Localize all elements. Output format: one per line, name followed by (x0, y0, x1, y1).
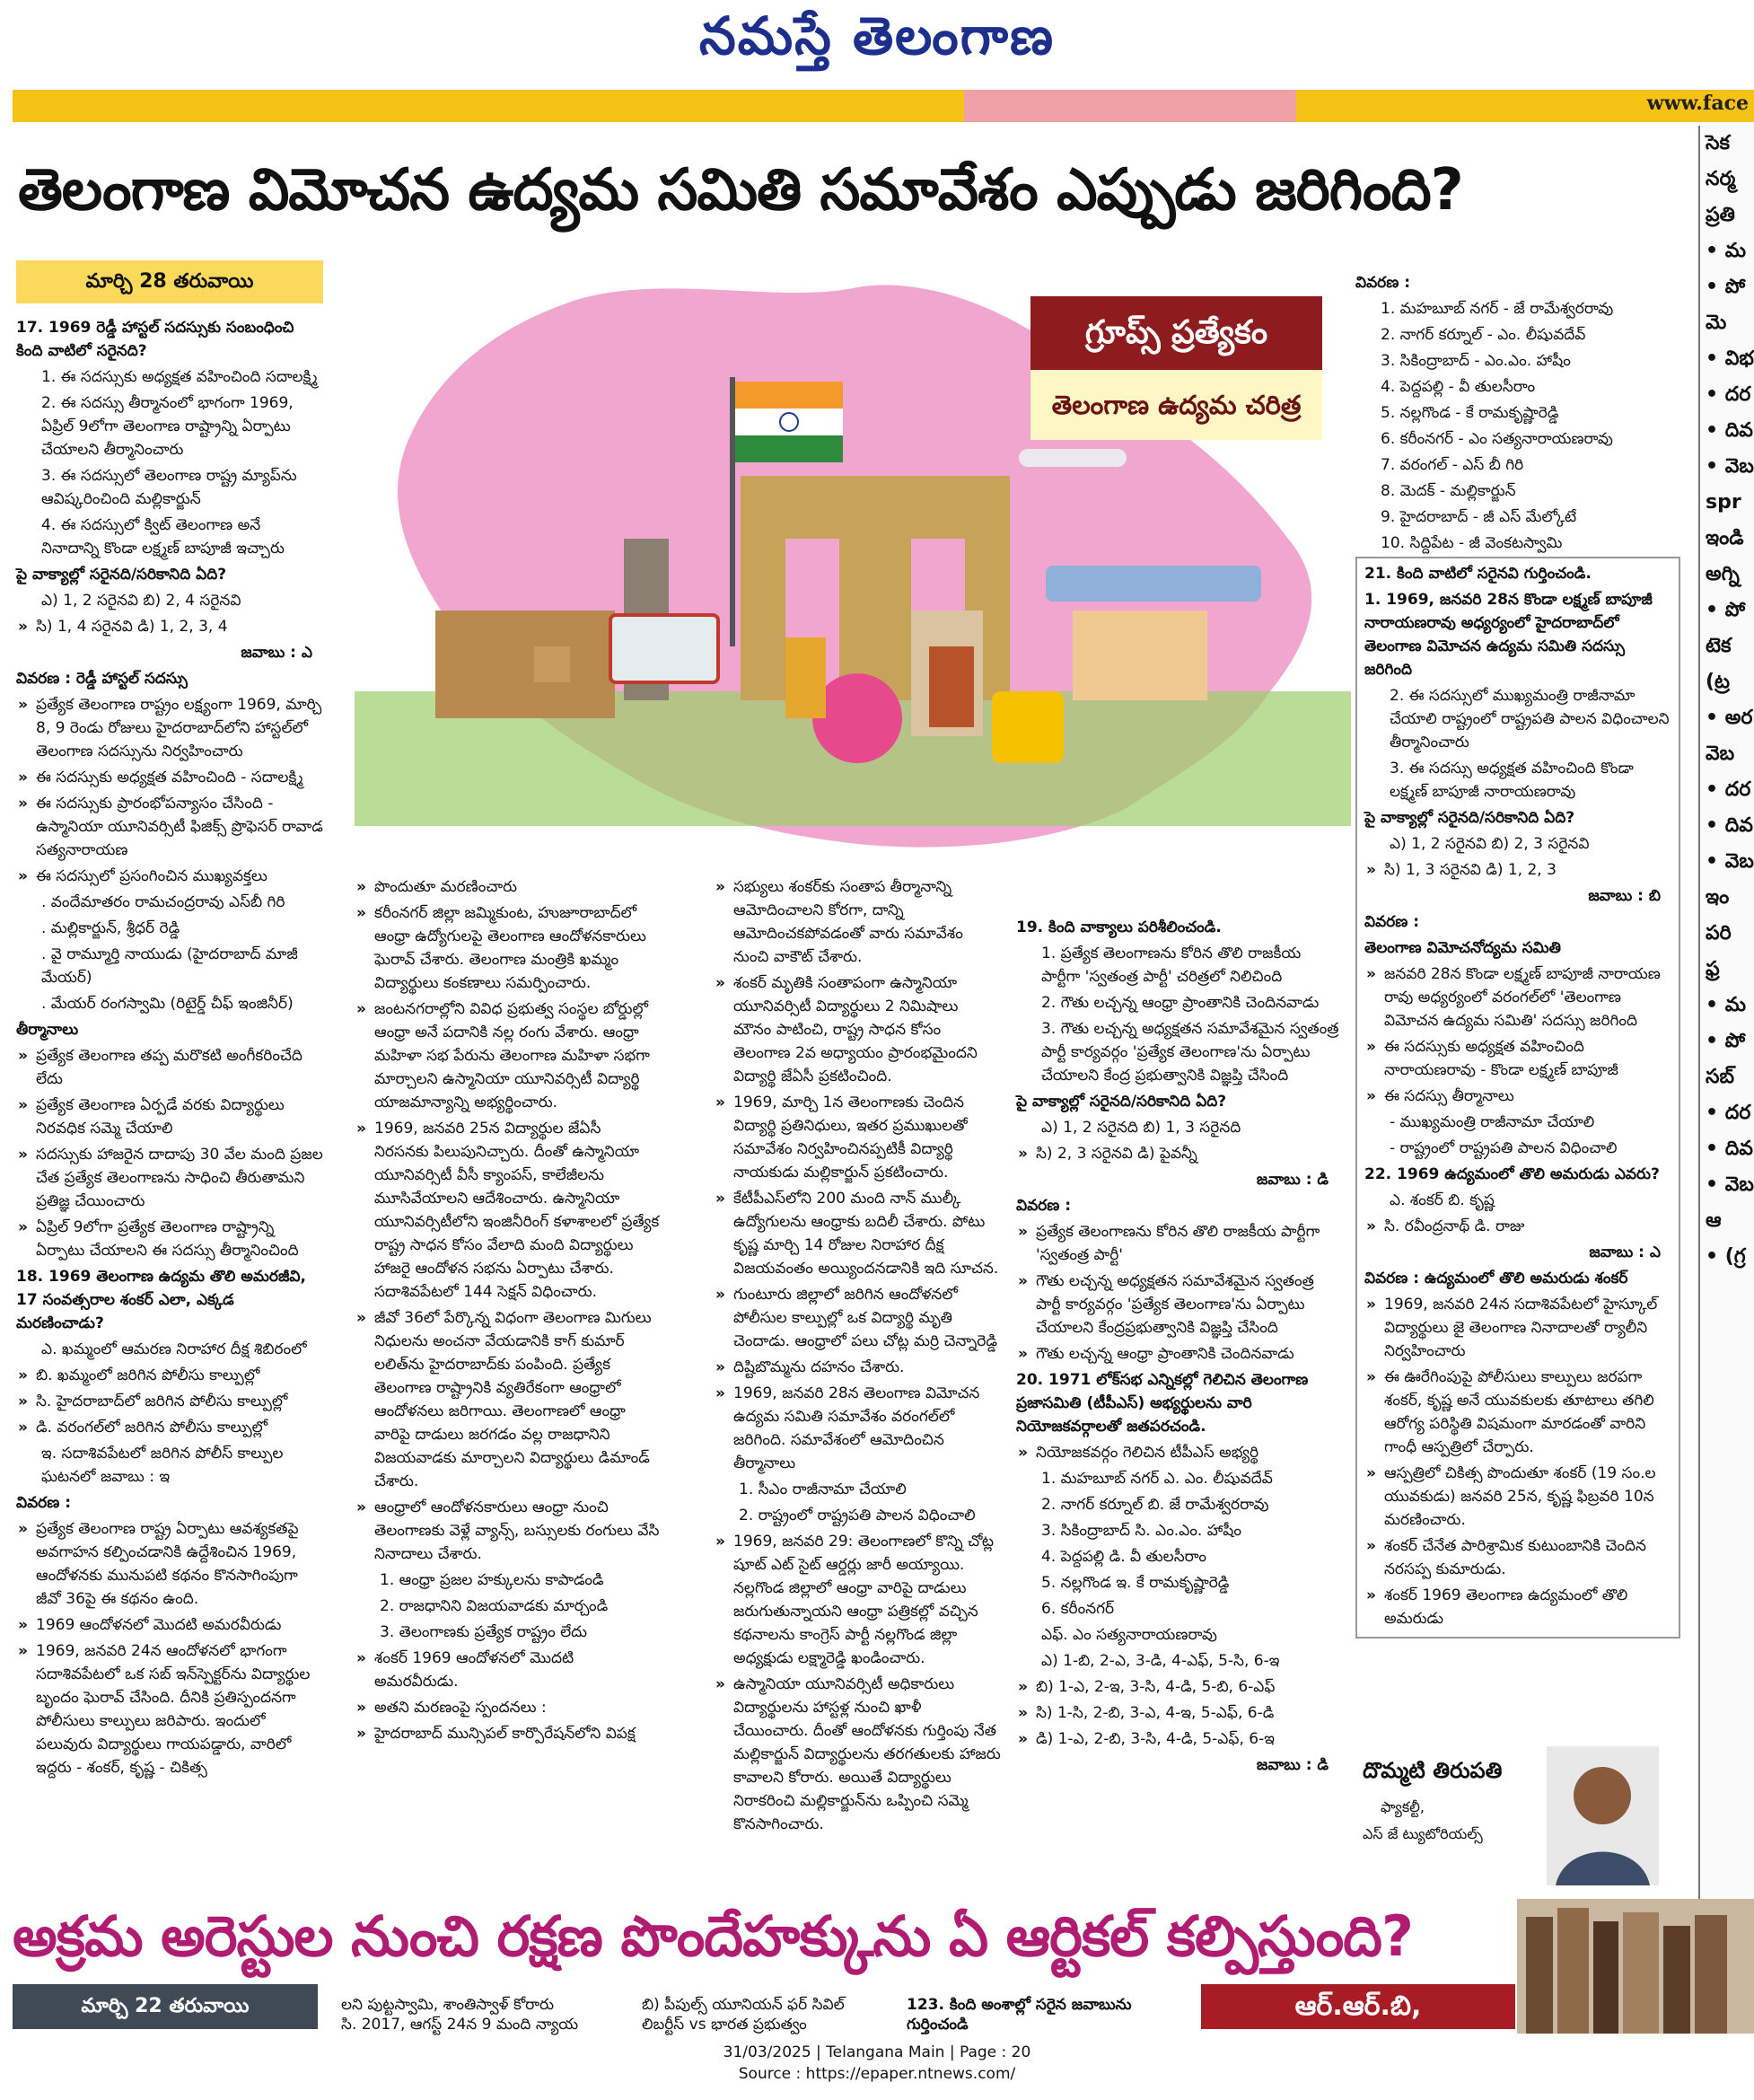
movement-history-badge: తెలంగాణ ఉద్యమ చరిత్ర (1030, 370, 1322, 440)
col4-line: » గౌతు లచ్చన్న అధ్యక్షతన సమావేశమైన స్వతంత్ర పార్టీ కార్యవర్గం 'ప్రత్యేక తెలంగాణ'ను ఏర్పాటు చేయాలని కేంద్రప్రభుత్వానికి విజ్ఞప్తి చేసింది (1016, 1270, 1339, 1340)
right-strip-fragment: • మ (1706, 240, 1746, 262)
col1-line: » ప్రత్యేక తెలంగాణ తప్ప మరొకటి అంగీకరించేది లేదు (16, 1044, 323, 1091)
airplane (1019, 449, 1127, 467)
col4-line: 1. మహబూబ్ నగర్ ఎ. ఎం. లీషువదేవ్ (1041, 1470, 1273, 1488)
col1-line: » బి. ఖమ్మంలో జరిగిన పోలీసు కాల్పుల్లో (16, 1364, 323, 1387)
right-strip-fragment: వెబ (1706, 742, 1735, 765)
flag-pole (730, 377, 735, 646)
col5-box-line: ఎ. శంకర్ బి. కృష్ణ (1390, 1191, 1495, 1209)
right-strip-fragment: • మ (1706, 994, 1746, 1016)
right-strip-fragment: • పో (1706, 276, 1746, 298)
col5-top-line: 6. కరీంనగర్ - ఎం సత్యనారాయణరావు (1381, 430, 1613, 448)
col5-box-line: ఎ) 1, 2 సరైనవి బి) 2, 3 సరైనవి (1390, 835, 1590, 853)
col5-box-line: » సి. రవీంద్రనాథ్ డి. రాజు (1364, 1215, 1671, 1238)
col4-line: 4. పెద్దపల్లి డి. వీ తులసీరాం (1041, 1548, 1206, 1566)
rtc-bus (610, 615, 718, 682)
author-org: ఎస్ జే ట్యుటోరియల్స్ (1363, 1825, 1483, 1842)
flag-green (735, 435, 843, 462)
col5-box-line: » శంకర్ చేనేత పారిశ్రామిక కుటుంబానికి చెందిన నరసప్ప కుమారుడు. (1364, 1534, 1671, 1581)
col1-line: ఎ) 1, 2 సరైనవి బి) 2, 4 సరైనవి (41, 592, 241, 610)
col1-line: » ఈ సదస్సుకు అధ్యక్షత వహించింది - సదాలక్ష్మి (16, 766, 323, 789)
col5-top-line: 5. నల్లగొండ - కే రామకృష్ణారెడ్డి (1381, 404, 1559, 422)
col1-line: » ప్రత్యేక తెలంగాణ రాష్ట్రం లక్ష్యంగా 1969, మార్చి 8, 9 రెండు రోజులు హైదరాబాద్‌లోని హాస్టల్‌లో తెలంగాణ సదస్సును నిర్వహించారు (16, 693, 323, 763)
right-strip-fragment: ఇం (1706, 886, 1730, 909)
right-strip-fragment: • దివ (1706, 814, 1753, 837)
col4-line: 3. సికింద్రాబాద్ సి. ఎం.ఎం. హాషీం (1041, 1522, 1242, 1540)
author-role: ఫ్యాకల్టీ, (1381, 1798, 1425, 1815)
bottom-col-2 (341, 1995, 637, 2034)
col4-line: వివరణ : (1016, 1197, 1072, 1215)
right-strip-fragment: ఇండి (1706, 527, 1744, 549)
col3-line: » కేటీపీఎస్‌లోని 200 మంది నాన్ ముల్కీ ఉద్యోగులను ఆంధ్రాకు బదిలీ చేశారు. పోటు కృష్ణ మార్చి 14 రోజుల నిరాహార దీక్ష విజయవంతం అయ్యిందనడానికి ఇది సూచన. (714, 1187, 1001, 1280)
right-strip-fragment: సబ్ (1706, 1066, 1734, 1088)
bottom-col-3-text-b: లిబర్టీస్ vs భారత ప్రభుత్వం (642, 2016, 807, 2034)
right-strip-fragment: • దర (1706, 383, 1751, 406)
col4-line: 5. నల్లగొండ ఇ. కే రామకృష్ణారెడ్డి (1041, 1574, 1230, 1592)
col5-box-line: వివరణ : (1364, 913, 1420, 931)
footer-date-page: 31/03/2025 | Telangana Main | Page : 20 (723, 2043, 1031, 2061)
col4-line: ఎ) 1-బి, 2-ఎ, 3-డి, 4-ఎఫ్, 5-సి, 6-ఇ (1041, 1652, 1280, 1670)
page-footer (0, 2042, 1754, 2085)
bottom-col-4-text-b: గుర్తించండి (907, 2016, 969, 2034)
col5-box-line: » ఈ సదస్సుకు అధ్యక్షత వహించింది నారాయణరావు - కొండా లక్ష్మణ్ బాపూజీ (1364, 1035, 1671, 1082)
right-strip-fragment: సెక (1706, 132, 1730, 154)
col1-line: » ఏప్రిల్ 9లోగా ప్రత్యేక తెలంగాణ రాష్ట్రాన్ని ఏర్పాటు చేయాలని ఈ సదస్సు తీర్మానించింది (16, 1216, 323, 1262)
bottom-col-4-text: 123. కింది అంశాల్లో సరైన జవాబును (907, 1996, 1132, 2014)
col5-box-line: » జనవరి 28న కొండా లక్ష్మణ్ బాపూజీ నారాయణ రావు అధ్యర్యంలో వరంగల్‌లో 'తెలంగాణ విమోచన ఉద్యమ సమితి' సదస్సు జరిగింది (1364, 962, 1671, 1032)
right-strip-fragment: అగ్ని (1706, 563, 1740, 585)
col1-line: 4. ఈ సదస్సులో క్విట్ తెలంగాణ అనే నినాదాన్ని కొండా లక్ష్మణ్ బాపూజీ ఇచ్చారు (41, 516, 285, 558)
col1-line: 3. ఈ సదస్సులో తెలంగాణ రాష్ట్ర మ్యాప్‌ను ఆవిష్కరించింది మల్లికార్జున్ (41, 467, 297, 508)
col5-box-line: » ఈ సదస్సు తీర్మానాలు (1364, 1085, 1671, 1108)
col3-line: 1. సీఎం రాజీనామా చేయాలి (739, 1481, 907, 1498)
col5-box-line: » 1969, జనవరి 24న సదాశివపేటలో హైస్కూల్ విద్యార్థులు జై తెలంగాణ నినాదాలతో ర్యాలీని నిర్వహించారు (1364, 1293, 1671, 1363)
col5-box-line: వివరణ : ఉద్యమంలో తొలి అమరుడు శంకర్ (1364, 1270, 1628, 1287)
col1-line: పై వాక్యాల్లో సరైనది/సరికానిది ఏది? (16, 566, 227, 584)
bottom-continued-tag: మార్చి 22 తరువాయి (13, 1984, 318, 2029)
col1-line: జవాబు : ఎ (241, 644, 312, 662)
col3-line: » సభ్యులు శంకర్‌కు సంతాప తీర్మానాన్ని ఆమోదించాలని కోరగా, దాన్ని ఆమోదించకపోవడంతో వారు సమావేశం నుంచి వాకౌట్ చేశారు. (714, 875, 1001, 969)
col5-top-line: 8. మెదక్ - మల్లికార్జున్ (1381, 482, 1516, 500)
col4-line: 19. కింది వాక్యాలు పరిశీలించండి. (1016, 918, 1222, 936)
col5-box-line: పై వాక్యాల్లో సరైనది/సరికానిది ఏది? (1364, 809, 1575, 827)
col4-line: » గౌతు లచ్చన్న ఆంధ్రా ప్రాంతానికి చెందినవాడు (1016, 1342, 1339, 1366)
col5-top-line: వివరణ : (1355, 274, 1411, 292)
col3-line: 2. రాష్ట్రంలో రాష్ట్రపతి పాలన విధించాలి (739, 1507, 976, 1524)
right-strip-fragment: • వెబ (1706, 850, 1754, 873)
continued-tag: మార్చి 28 తరువాయి (16, 260, 323, 303)
col5-top-line: 2. నాగర్ కర్నూల్ - ఎం. లీషువదేవ్ (1381, 326, 1586, 344)
col5-top-line: 3. సికింద్రాబాద్ - ఎం.ఎం. హాషీం (1381, 352, 1571, 370)
col1-line: 17. 1969 రెడ్డీ హాస్టల్ సదస్సుకు సంబంధించి కింది వాటిలో సరైనది? (16, 319, 294, 360)
col1-line: ఎ. ఖమ్మంలో ఆమరణ నిరాహార దీక్ష శిబిరంలో (41, 1340, 307, 1358)
page-headline: తెలంగాణ విమోచన ఉద్యమ సమితి సమావేశం ఎప్పుడు జరిగింది? (18, 157, 1463, 224)
column-3 (714, 875, 1001, 1839)
right-strip-fragment: • (గ్ర (1706, 1245, 1746, 1268)
col5-box-line: 21. కింది వాటిలో సరైనవి గుర్తించండి. (1364, 565, 1592, 583)
top-color-bar (13, 90, 1754, 122)
bottom-col-2-text: లని పుట్టస్వామి, శాంతిస్వాళ్ కోరారు (341, 1996, 555, 2014)
col5-box-line: - ముఖ్యమంత్రి రాజీనామా చేయాలి (1390, 1113, 1595, 1131)
author-name: దొమ్మటి తిరుపతి (1363, 1758, 1503, 1783)
col5-box-line: తెలంగాణ విమోచనోద్యమ సమితి (1364, 939, 1561, 957)
bottom-col-3 (642, 1995, 911, 2034)
col2-line: » అతని మరణంపై స్పందనలు : (355, 1696, 660, 1719)
col1-line: » సదస్సుకు హాజరైన దాదాపు 30 వేల మంది ప్రజల చేత ప్రత్యేక తెలంగాణను సాధించి తీరుతామని ప్రతిజ్ఞ చేయించారు (16, 1143, 323, 1213)
col1-line: . వందేమాతరం రామచంద్రరావు ఎస్‌బీ గిరి (41, 893, 285, 911)
col1-line: 1. ఈ సదస్సుకు అధ్యక్షత వహించింది సదాలక్ష్మి (41, 368, 318, 386)
right-strip-fragment: (ట్ర (1706, 671, 1731, 693)
groups-special-badge: గ్రూప్స్ ప్రత్యేకం (1030, 296, 1322, 370)
col5-top-line: 7. వరంగల్ - ఎస్ బీ గిరి (1381, 456, 1524, 474)
right-strip-fragment: • దర (1706, 1102, 1751, 1124)
metro-train (1046, 566, 1261, 602)
col4-line: 2. నాగర్ కర్నూల్ బి. జే రామేశ్వరరావు (1041, 1496, 1269, 1514)
column-2 (355, 875, 660, 1748)
right-strip-fragment: • దివ (1706, 419, 1753, 442)
top-bar-pink-segment (964, 90, 1296, 122)
flag-saffron (735, 382, 843, 409)
deer (534, 646, 570, 682)
col3-line: » 1969, జనవరి 28న తెలంగాణ విమోచన ఉద్యమ సమితి సమావేశం వరంగల్‌లో జరిగింది. సమావేశంలో ఆమోదించిన తీర్మానాలు (714, 1382, 1001, 1475)
col2-line: » కరీంనగర్ జిల్లా జమ్మికుంట, హుజూరాబాద్‌లో ఆంధ్రా ఉద్యోగులపై తెలంగాణ ఆందోళనకారులు ఘెరావ్ చేశారు. తెలంగాణ మంత్రికి ఖమ్మం విద్యార్థులు కంకణాలు సమర్పించారు. (355, 901, 660, 995)
auto-rickshaw (992, 691, 1064, 763)
col5-box-line: - రాష్ట్రంలో రాష్ట్రపతి పాలన విధించాలి (1390, 1139, 1618, 1157)
col1-line: వివరణ : రెడ్డీ హాస్టల్ సదస్సు (16, 670, 188, 688)
col5-box-line: 2. ఈ సదస్సులో ముఖ్యమంత్రి రాజీనామా చేయాలి రాష్ట్రంలో రాష్ట్రపతి పాలన విధించాలని తీర్మానించారు (1390, 687, 1670, 751)
col3-line: » ఉస్మానియా యూనివర్సిటీ అధికారులు విద్యార్థులను హాస్టళ్ల నుంచి ఖాళీ చేయించారు. దీంతో ఆందోళనకు గుర్తింపు నేత మల్లికార్జున్ విద్యార్థులను తరగతులకు హాజరు కావాలని కోరారు. అయితే విద్యార్థులు నిరాకరించి మల్లికార్జున్‌ను ఒప్పించి సమ్మె కొనసాగించారు. (714, 1673, 1001, 1836)
col5-box-line: జవాబు : బి (1588, 887, 1661, 905)
col4-line: 2. గౌతు లచ్చన్న ఆంధ్రా ప్రాంతానికి చెందినవాడు (1041, 994, 1320, 1012)
right-strip-fragment: • పో (1706, 1030, 1746, 1052)
col5-top-line: 4. పెద్దపల్లి - వీ తులసీరాం (1381, 378, 1536, 396)
right-strip-fragment: spr (1706, 491, 1741, 514)
col2-line: 3. తెలంగాణకు ప్రత్యేక రాష్ట్రం లేదు (380, 1623, 588, 1641)
right-strip-fragment: టెక (1706, 635, 1732, 657)
col4-line: 1. ప్రత్యేక తెలంగాణను కోరిన తొలి రాజకీయ పార్టీగా 'స్వతంత్ర పార్టీ' చరిత్రలో నిలిచింది (1041, 945, 1302, 986)
col1-line: » డి. వరంగల్‌లో జరిగిన పోలీసు కాల్పుల్లో (16, 1416, 323, 1439)
bottom-col-2-text-b: సి. 2017, ఆగస్ట్ 24న 9 మంది న్యాయ (341, 2016, 579, 2034)
col2-line: 1. ఆంధ్రా ప్రజల హక్కులను కాపాడండి (380, 1571, 604, 1589)
col1-line: ఇ. సదాశివపేటలో జరిగిన పోలీస్ కాల్పుల ఘటనలో జవాబు : ఇ (41, 1445, 284, 1486)
modern-building (1073, 611, 1207, 700)
col5-box-line: జవాబు : ఎ (1589, 1243, 1661, 1261)
right-strip-fragment: • వెబ (1706, 455, 1754, 478)
col4-line: » డి) 1-ఎ, 2-బి, 3-సి, 4-డి, 5-ఎఫ్, 6-ఇ (1016, 1727, 1339, 1751)
col3-line: » శంకర్ మృతికి సంతాపంగా ఉస్మానియా యూనివర్సిటీ విద్యార్థులు 2 నిమిషాలు మౌనం పాటించి, రాష్ట్ర సాధన కోసం తెలంగాణ 2వ అధ్యాయం ప్రారంభమైందని విద్యార్థి జేఏసీ ప్రకటించింది. (714, 971, 1001, 1088)
col5-top-line: 10. సిద్దిపేట - జీ వెంకటస్వామి (1381, 534, 1563, 552)
col1-line: » ప్రత్యేక తెలంగాణ ఏర్పడే వరకు విద్యార్థులు నిరవధిక సమ్మె చేయాలి (16, 1094, 323, 1140)
right-strip-fragment: • అర (1706, 707, 1753, 729)
col5-box-line: 3. ఈ సదస్సు అధ్యక్షత వహించింది కొండా లక్ష్మణ్ బాపూజీ నారాయణరావు (1390, 760, 1634, 801)
woman-figure (785, 637, 826, 718)
col5-top-line: 9. హైదరాబాద్ - జీ ఎస్ మేల్కోటే (1381, 508, 1577, 526)
bottom-headline: అక్రమ అరెస్టుల నుంచి రక్షణ పొందేహక్కును ఏ ఆర్టికల్ కల్పిస్తుంది? (13, 1903, 1413, 1969)
right-strip-fragment: • దివ (1706, 1138, 1753, 1160)
right-strip-fragment: ఫ్ర (1706, 958, 1720, 980)
right-strip-fragment: • పో (1706, 599, 1746, 621)
col2-line: 2. రాజధానిని విజయవాడకు మార్చండి (380, 1597, 609, 1615)
newspaper-logo: నమస్తే తెలంగాణ (699, 5, 1055, 66)
col4-line: పై వాక్యాల్లో సరైనది/సరికానిది ఏది? (1016, 1093, 1227, 1111)
col2-line: » జంటనగరాల్లోని వివిధ ప్రభుత్వ సంస్థల బోర్డుల్లో ఆంధ్రా అనే పదానికి నల్ల రంగు వేశారు. ఆంధ్రా మహిళా సభ పేరును తెలంగాణ మహిళా సభగా మార్చాలని ఉస్మానియా యూనివర్సిటీ విద్యార్థి యాజమాన్యాన్ని అభ్యర్థించారు. (355, 997, 660, 1114)
col1-line: తీర్మానాలు (16, 1021, 79, 1039)
right-strip-fragment: • దర (1706, 778, 1751, 801)
col4-line: జవాబు : డి (1256, 1171, 1329, 1189)
col3-line: » గుంటూరు జిల్లాలో జరిగిన ఆందోళనలో పోలీసుల కాల్పుల్లో ఒక విద్యార్థి మృతి చెందాడు. ఆంధ్రాలో పలు చోట్ల మర్రి చెన్నారెడ్డి (714, 1283, 1001, 1353)
column-1 (16, 316, 323, 1782)
right-strip-fragment: • విభ (1706, 347, 1754, 370)
bottom-col-3-text: బి) పీపుల్స్ యూనియన్ ఫర్ సివిల్ (642, 1996, 845, 2014)
books-image (1517, 1899, 1754, 2034)
right-strip-fragment: ఆ (1706, 1209, 1722, 1232)
col4-line: » సి) 2, 3 సరైనవి డి) పైవన్నీ (1016, 1142, 1339, 1165)
col5-box-line: » ఈ ఊరేగింపుపై పోలీసులు కాల్పులు జరపగా శంకర్, కృష్ణ అనే యువకులకు తూటాలు తగిలి ఆరోగ్య పరిస్థితి విషమంగా మారడంతో వారిని గాంధీ ఆస్పత్రిలో చేర్పారు. (1364, 1366, 1671, 1459)
folk-dancer (929, 646, 974, 727)
author-photo (1547, 1746, 1659, 1885)
bottom-col-4 (907, 1995, 1194, 2034)
col1-line: » 1969, జనవరి 24న ఆందోళనలో భాగంగా సదాశివపేటలో ఒక సబ్ ఇన్‌స్పెక్టర్‌ను విద్యార్థుల బృందం ఘెరావ్ చేసింది. దీనికి ప్రతిస్పందనగా పోలీసులు కాల్పులు జరిపారు. ఇందులో పలువురు విద్యార్థులు గాయపడ్డారు, వారిలో ఇద్దరు - శంకర్, కృష్ణ - చికిత్స (16, 1639, 323, 1779)
col3-line: » దిష్టిబొమ్మను దహనం చేశారు. (714, 1356, 1001, 1379)
col1-line: వివరణ : (16, 1494, 72, 1512)
col1-line: » ప్రత్యేక తెలంగాణ రాష్ట్ర ఏర్పాటు ఆవశ్యకతపై అవగాహన కల్పించడానికి ఉద్దేశించిన 1969, ఆందోళనకు మునుపటి కథనం కొనసాగింపుగా జీవో 36పై ఈ కథనం ఉంది. (16, 1517, 323, 1611)
col1-line: » సి. హైదరాబాద్‌లో జరిగిన పోలీసు కాల్పుల్లో (16, 1390, 323, 1413)
col1-line: » 1969 ఆందోళనలో మొదటి అమరవీరుడు (16, 1613, 323, 1637)
col1-line: 18. 1969 తెలంగాణ ఉద్యమ తొలి అమరజీవి, 17 సంవత్సరాల శంకర్ ఎలా, ఎక్కడ మరణించాడు? (16, 1268, 306, 1332)
col2-line: » పొందుతూ మరణించారు (355, 875, 660, 899)
footer-source[interactable]: Source : https://epaper.ntnews.com/ (738, 2065, 1016, 2083)
right-strip-fragment: మె (1706, 312, 1727, 334)
right-strip-fragment: ప్రతి (1706, 204, 1735, 226)
col4-line: 6. కరీంనగర్ (1041, 1600, 1115, 1618)
rrb-tag: ఆర్.ఆర్.బి, (1201, 1984, 1515, 2029)
col4-line: 20. 1971 లోక్‌సభ ఎన్నికల్లో గెలిచిన తెలంగాణ ప్రజాసమితి (టీపీఎస్) అభ్యర్థులను వారి నియోజకవర్గాలతో జతపరచండి. (1016, 1371, 1309, 1436)
col4-line: » ప్రత్యేక తెలంగాణను కోరిన తొలి రాజకీయ పార్టీగా 'స్వతంత్ర పార్టీ' (1016, 1220, 1339, 1267)
column-5-box (1355, 557, 1680, 1639)
col1-line: 2. ఈ సదస్సు తీర్మానంలో భాగంగా 1969, ఏప్రిల్ 9లోగా తెలంగాణ రాష్ట్రాన్ని ఏర్పాటు చేయాలని తీర్మానించారు (41, 394, 294, 459)
col5-box-line: » శంకర్ 1969 తెలంగాణ ఉద్యమంలో తొలి అమరుడు (1364, 1584, 1671, 1630)
col4-line: జవాబు : డి (1256, 1756, 1329, 1774)
col4-line: » సి) 1-సి, 2-బి, 3-ఎ, 4-ఇ, 5-ఎఫ్, 6-డి (1016, 1701, 1339, 1725)
col4-line: 3. గౌతు లచ్చన్న అధ్యక్షతన సమావేశమైన స్వతంత్ర పార్టీ కార్యవర్గం 'ప్రత్యేక తెలంగాణ'ను ఏర్పాటు చేయాలని కేంద్ర ప్రభుత్వానికి విజ్ఞప్తి చేసింది (1041, 1020, 1339, 1085)
col4-line: ఎ) 1, 2 సరైనది బి) 1, 3 సరైనది (1041, 1119, 1241, 1137)
col2-line: » శంకర్ 1969 ఆందోళనలో మొదటి అమరవీరుడు. (355, 1647, 660, 1693)
masthead (0, 0, 1754, 90)
col5-box-line: 1. 1969, జనవరి 28న కొండా లక్ష్మణ్ బాపూజీ నారాయణరావు అధ్యర్యంలో హైదరాబాద్‌లో తెలంగాణ విమోచన ఉద్యమ సమితి సదస్సు జరిగింది (1364, 591, 1653, 679)
col5-box-line: 22. 1969 ఉద్యమంలో తొలి అమరుడు ఎవరు? (1364, 1165, 1660, 1183)
col5-top-line: 1. మహబూబ్ నగర్ - జే రామేశ్వరరావు (1381, 300, 1614, 318)
col2-line: » ఆంధ్రాలో ఆందోళనకారులు ఆంధ్రా నుంచి తెలంగాణకు వెళ్లే వ్యాన్స్, బస్సులకు రంగులు వేసి నినాదాలు చేశారు. (355, 1496, 660, 1566)
col5-box-line: » ఆస్పత్రిలో చికిత్స పొందుతూ శంకర్ (19 సం.ల యువకుడు) జనవరి 25న, కృష్ణ ఫిబ్రవరి 10న మరణించారు. (1364, 1462, 1671, 1532)
col2-line: » హైదరాబాద్ మున్సిపల్ కార్పొరేషన్‌లోని విపక్ష (355, 1722, 660, 1745)
column-4 (1016, 916, 1339, 1779)
right-strip-fragment: • వెబ (1706, 1173, 1754, 1196)
column-5-top (1355, 271, 1679, 558)
col1-line: . మల్లికార్జున్, శ్రీధర్ రెడ్డి (41, 919, 180, 937)
col1-line: . వై రామ్మూర్తి నాయుడు (హైదరాబాద్ మాజీ మేయర్) (41, 945, 298, 987)
col3-line: » 1969, జనవరి 29: తెలంగాణలో కొన్ని చోట్ల షూట్ ఎట్ సైట్ ఆర్డర్లు జారీ అయ్యాయి. నల్లగొండ జిల్లాలో ఆంధ్రా వారిపై దాడులు జరుగుతున్నాయని ఆంధ్రా పత్రికల్లో వచ్చిన కథనాలను కాంగ్రెస్ పార్టీ నల్లగొండ జిల్లా అధ్యక్షుడు లక్ష్మారెడ్డి ఖండించారు. (714, 1530, 1001, 1670)
col2-line: » 1969, జనవరి 25న విద్యార్థుల జేఏసీ నిరసనకు పిలుపునిచ్చారు. దీంతో ఉస్మానియా యూనివర్సిటీ వీసీ క్యాంపస్, కాలేజీలను మూసివేయాలని ఆదేశించారు. ఉస్మానియా యూనివర్సిటీలోని ఇంజినీరింగ్ కళాశాలలో ప్రత్యేక రాష్ట్ర సాధన కోసం వేలాది మంది విద్యార్థులు హాజరై ఆందోళన సభను ఏర్పాటు చేశారు. సదాశివపేటలో 144 సెక్షన్ విధించారు. (355, 1117, 660, 1304)
col1-line: » సి) 1, 4 సరైనవి డి) 1, 2, 3, 4 (16, 615, 323, 638)
col5-box-line: » సి) 1, 3 సరైనవి డి) 1, 2, 3 (1364, 858, 1671, 882)
right-strip-fragment: నర్మ (1706, 168, 1736, 190)
fort-ruins (435, 611, 615, 718)
top-bar-url: www.face (1646, 92, 1749, 115)
col1-line: » ఈ సదస్సులో ప్రసంగించిన ముఖ్యవక్తలు (16, 865, 323, 888)
col1-line: . మేయర్ రంగస్వామి (రిటైర్డ్ చీఫ్ ఇంజినీర్) (41, 995, 294, 1013)
col4-line: ఎఫ్. ఎం సత్యనారాయణరావు (1041, 1626, 1217, 1644)
col2-line: » జీవో 36లో పేర్కొన్న విధంగా తెలంగాణ మిగులు నిధులను అంచనా వేయడానికి కాగ్ కుమార్ లలిత్‌ను హైదరాబాద్‌కు పంపింది. ప్రత్యేక తెలంగాణ రాష్ట్రానికి వ్యతిరేకంగా ఆంధ్రాలో ఆందోళనలు జరిగాయి. తెలంగాణలో ఆంధ్రా వారిపై దాడులు జరగడం వల్ల రాజధానిని విజయవాడకు మార్చాలని విద్యార్థులు డిమాండ్ చేశారు. (355, 1306, 660, 1493)
col4-line: » నియోజకవర్గం గెలిచిన టీపీఎస్ అభ్యర్థి (1016, 1441, 1339, 1464)
col1-line: » ఈ సదస్సుకు ప్రారంభోపన్యాసం చేసింది - ఉస్మానియా యూనివర్సిటీ ఫిజిక్స్ ప్రొఫెసర్ రావాడ సత్యనారాయణ (16, 792, 323, 862)
right-strip-fragment: పరి (1706, 922, 1732, 945)
col3-line: » 1969, మార్చి 1న తెలంగాణకు చెందిన విద్యార్థి ప్రతినిధులు, ఇతర ప్రముఖులతో సమావేశం నిర్వహించినప్పటికీ విద్యార్థి నాయకుడు మల్లికార్జున్ ప్రకటించారు. (714, 1091, 1001, 1184)
col4-line: » బి) 1-ఎ, 2-ఇ, 3-సి, 4-డి, 5-బి, 6-ఎఫ్ (1016, 1675, 1339, 1699)
author-card (1363, 1746, 1659, 1899)
right-column-strip (1698, 126, 1754, 1903)
